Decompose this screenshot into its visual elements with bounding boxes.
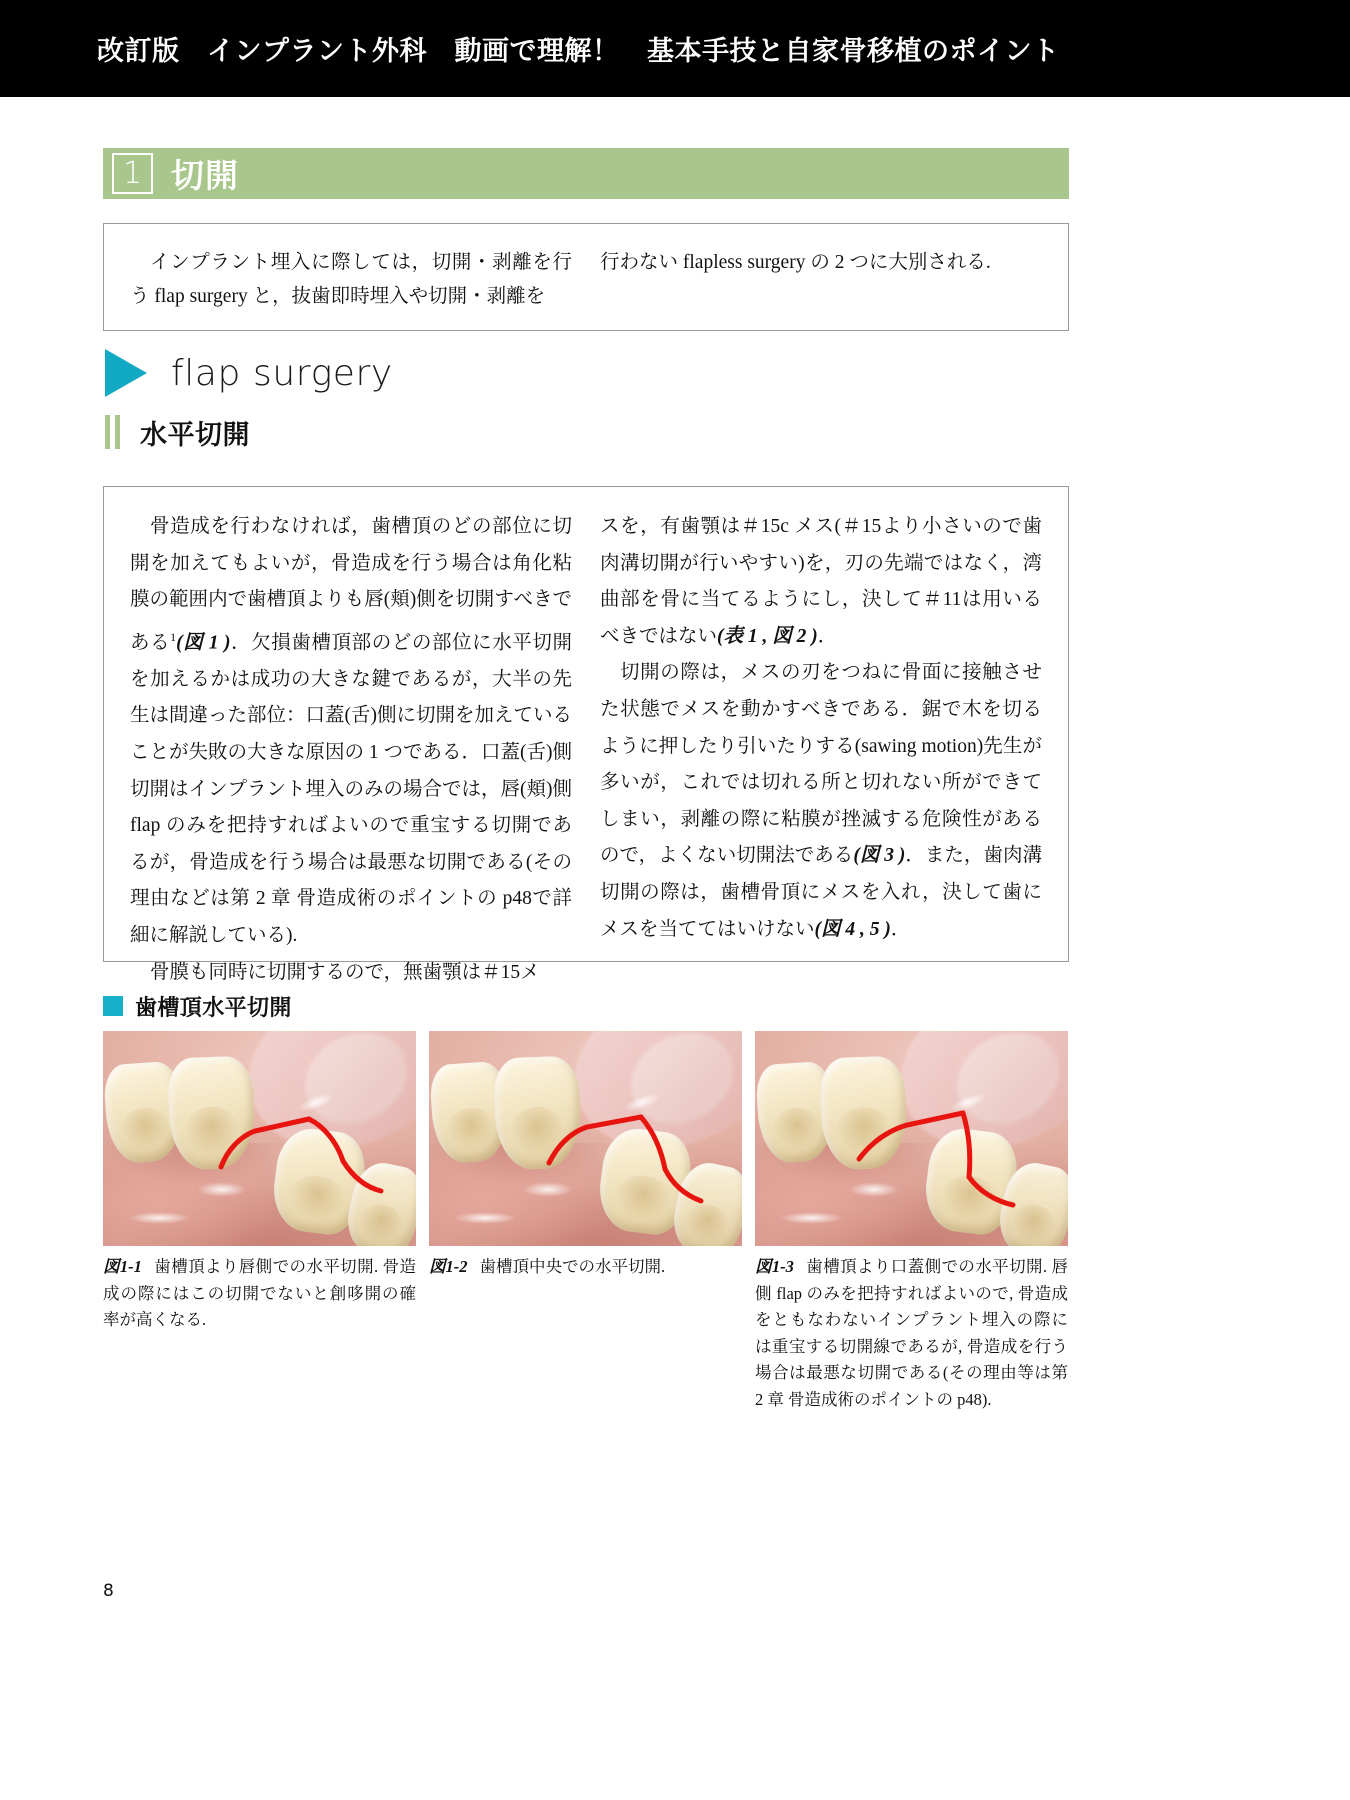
- figure-reference-3: (図 3 ): [853, 845, 906, 867]
- figure-1-1-caption-text: 歯槽頂より唇側での水平切開. 骨造成の際にはこの切開でないと創哆開の確率が高くなる.: [103, 1257, 417, 1329]
- incision-line-overlay: [429, 1031, 742, 1246]
- figure-1-2-caption-text: 歯槽頂中央での水平切開.: [479, 1257, 666, 1276]
- figure-1-1-photo: [103, 1031, 416, 1246]
- section-title: 切開: [171, 156, 239, 195]
- body-p3-part-a: スを，有歯顎は＃15c メス(＃15より小さいので歯肉溝切開が行いやすい)を，刃の先端ではなく，湾曲部を骨に当てるようにし，決して＃11は用いるべきではない: [600, 516, 1042, 647]
- body-p4-part-b: ．また，歯肉溝切開の際は，歯槽骨頂にメスを入れ，決して歯にメスを当ててはいけない: [600, 845, 1042, 940]
- intro-box: [103, 223, 1069, 331]
- figure-1-2-photo: [429, 1031, 742, 1246]
- figure-row: [103, 1031, 1069, 1413]
- flap-surgery-heading: [103, 349, 393, 397]
- body-text-box: [103, 486, 1069, 983]
- section-banner: [103, 148, 1069, 199]
- body-p3-part-b: ．: [817, 625, 838, 647]
- figure-1-1-caption: [103, 1254, 416, 1334]
- figure-1-2: [429, 1031, 742, 1413]
- footnote-marker-1: 1: [170, 629, 177, 644]
- flap-surgery-heading-label: flap surgery: [171, 352, 393, 394]
- body-p4-part-c: ．: [890, 918, 911, 940]
- running-head-title: 改訂版 インプラント外科 動画で理解！ 基本手技と自家骨移植のポイント: [97, 36, 1060, 67]
- figure-1-3-caption-text: 歯槽頂より口蓋側での水平切開. 唇側 flap のみを把持すればよいので, 骨造成をともなわないインプラント埋入の際には重宝する切開線であるが, 骨造成を行う場合は最悪な切開である(その理由等は第 2 章 骨造成術のポイントの p48).: [755, 1257, 1069, 1409]
- running-head: [0, 0, 1350, 97]
- body-p4-part-a: 切開の際は，メスの刃をつねに骨面に接触させた状態でメスを動かすべきである．鋸で木を切るように押したり引いたりする(sawing motion)先生が多いが，これでは切れる所と切れない所ができてしまい，剥離の際に粘膜が挫滅する危険性があるので，よくない切開法である: [600, 662, 1042, 867]
- figure-1-2-number: 図1-2: [429, 1257, 468, 1276]
- body-column-left: [130, 509, 572, 983]
- section-number-box: 1: [112, 153, 153, 194]
- intro-column-left: インプラント埋入に際しては，切開・剥離を行う flap surgery と，抜歯即時埋入や切開・剥離を: [130, 252, 572, 307]
- body-p1-part-b: ．欠損歯槽頂部のどの部位に水平切開を加えるかは成功の大きな鍵であるが，大半の先生は間違った部位：口蓋(舌)側に切開を加えていることが失敗の大きな原因の 1 つである．口蓋(舌)側切開はインプラント埋入のみの場合では，唇(頬)側 flap のみを把持すればよいので重宝する切開であるが，骨造成を行う場合は最悪な切開である(その理由などは第 2 章 骨造成術のポイントの p48で詳細に解説している).: [130, 632, 572, 947]
- photo-group-label-text: 歯槽頂水平切開: [135, 995, 292, 1021]
- page-content: [0, 97, 1350, 1800]
- figure-1-3-photo: [755, 1031, 1068, 1246]
- figure-1-1: [103, 1031, 416, 1413]
- horizontal-incision-subheading-label: 水平切開: [140, 419, 250, 451]
- incision-line-overlay: [755, 1031, 1068, 1246]
- play-triangle-icon: [105, 349, 147, 397]
- body-paragraph-3: [600, 509, 1042, 655]
- photo-group-label: [103, 992, 292, 1020]
- figure-reference-2: (表 1 , 図 2 ): [717, 625, 818, 647]
- figure-reference-1: (図 1 ): [176, 632, 231, 654]
- intro-column-right: 行わない flapless surgery の 2 つに大別される.: [600, 252, 991, 273]
- incision-line-overlay: [103, 1031, 416, 1246]
- figure-1-1-number: 図1-1: [103, 1257, 142, 1276]
- figure-1-3: [755, 1031, 1068, 1413]
- figure-1-3-number: 図1-3: [755, 1257, 794, 1276]
- figure-1-2-caption: [429, 1254, 742, 1281]
- figure-reference-4: (図 4 , 5 ): [814, 918, 891, 940]
- body-paragraph-1: [130, 509, 572, 955]
- body-paragraph-4: [600, 655, 1042, 948]
- horizontal-incision-subheading: [103, 412, 250, 452]
- page-number: 8: [103, 1581, 114, 1601]
- figure-1-3-caption: [755, 1254, 1068, 1413]
- double-bar-marker-icon: [105, 415, 120, 449]
- body-paragraph-2: 骨膜も同時に切開するので，無歯顎は＃15メ: [150, 961, 540, 983]
- square-marker-icon: [103, 996, 123, 1016]
- body-p1-part-a: 骨造成を行わなければ，歯槽頂のどの部位に切開を加えてもよいが，骨造成を行う場合は角化粘膜の範囲内で歯槽頂よりも唇(頬)側を切開すべきである: [130, 516, 572, 654]
- body-column-right: [600, 509, 1042, 939]
